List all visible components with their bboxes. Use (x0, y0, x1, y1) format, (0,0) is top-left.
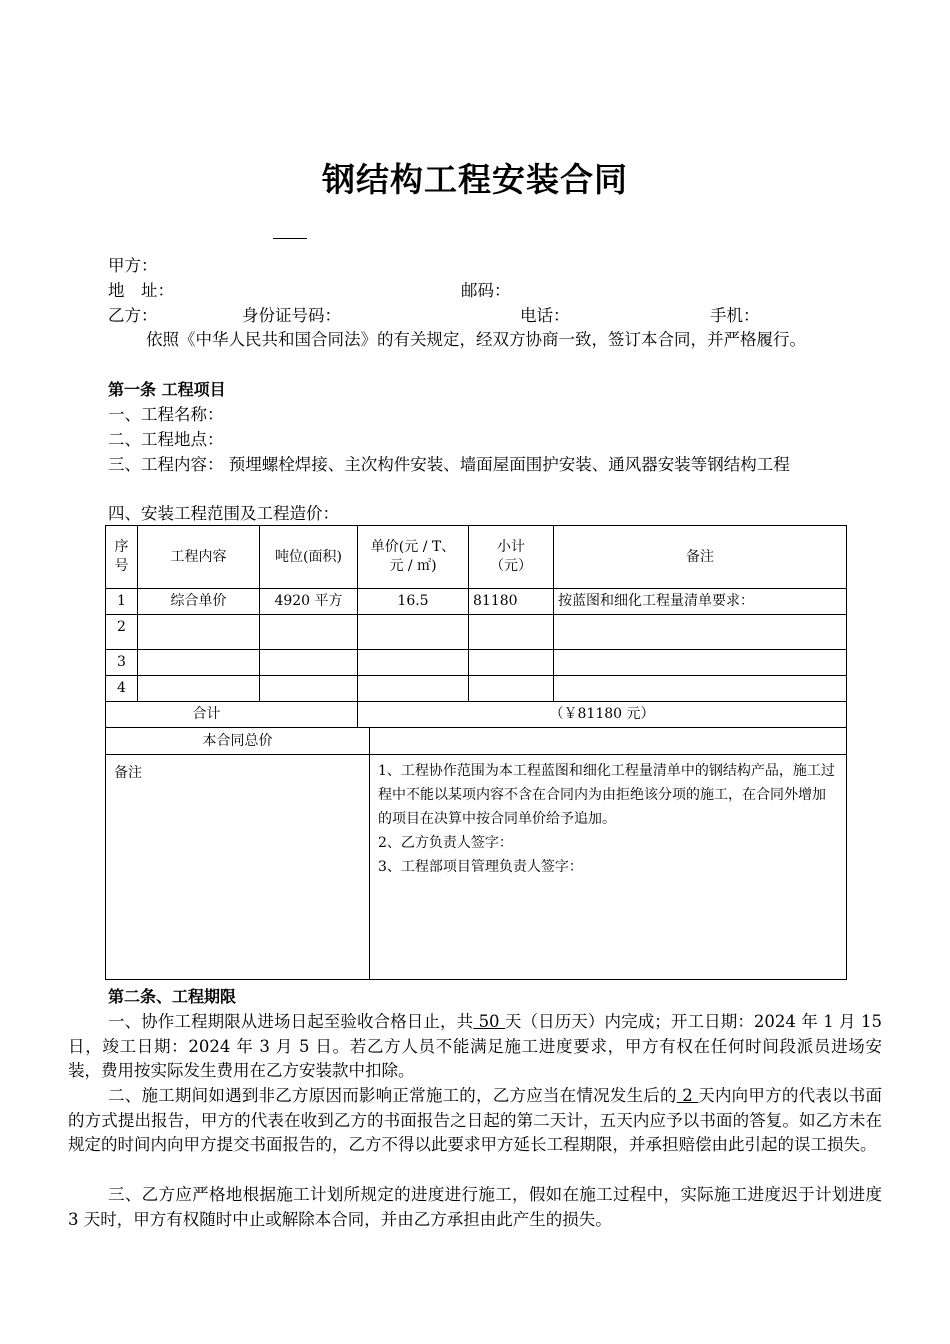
term-paragraph-3: 三、乙方应严格地根据施工计划所规定的进度进行施工，假如在施工过程中，实际施工进度迟于计划进度 3 天时，甲方有权随时中止或解除本合同，并由乙方承担由此产生的损失。 (68, 1185, 882, 1229)
page-title: 钢结构工程安装合同 (322, 160, 628, 199)
header-content: 工程内容 (138, 526, 260, 589)
term-paragraph-1 (68, 1010, 882, 1084)
term-p2-start: 二、施工期间如遇到非乙方原因而影响正常施工的，乙方应当在情况发生后的 (108, 1086, 677, 1105)
row-unit-price: 16.5 (358, 589, 469, 615)
construction-days: 50 (473, 1012, 505, 1031)
row-no: 4 (106, 676, 138, 702)
row-remark (554, 615, 847, 650)
total-label (106, 702, 358, 728)
table-row (106, 676, 847, 702)
party-a-label: 甲方： (108, 256, 158, 275)
header-subtotal-line1: 小计 (497, 539, 526, 555)
row-subtotal (469, 676, 554, 702)
note-item: 3、工程部项目管理负责人签字： (378, 859, 583, 875)
row-unit-price (358, 676, 469, 702)
notes-content (370, 755, 847, 980)
article2-heading: 第二条、工程期限 (108, 987, 237, 1006)
row-tonnage (260, 615, 358, 650)
row-tonnage (260, 650, 358, 676)
project-location-label: 二、工程地点： (108, 430, 224, 449)
row-tonnage (260, 676, 358, 702)
row-remark (554, 676, 847, 702)
row-content (138, 650, 260, 676)
notes-row (106, 755, 847, 980)
header-unit-price-line2: 元 / ㎡) (389, 558, 437, 574)
row-no: 1 (106, 589, 138, 615)
report-days: 2 (676, 1086, 699, 1105)
address-label: 地 址： (108, 281, 174, 300)
table-row (106, 589, 847, 615)
row-no: 2 (106, 615, 138, 650)
notes-label: 备注 (106, 755, 370, 980)
article1-heading: 第一条 工程项目 (108, 380, 226, 399)
contract-total-label: 本合同总价 (106, 728, 370, 755)
header-no: 序号 (106, 526, 138, 589)
term-p1-start: 一、协作工程期限从进场日起至验收合格日止，共 (108, 1012, 474, 1031)
row-content (138, 615, 260, 650)
row-content: 综合单价 (138, 589, 260, 615)
table-row (106, 615, 847, 650)
intro-paragraph: 依照《中华人民共和国合同法》的有关规定，经双方协商一致，签订本合同，并严格履行。 (146, 330, 806, 349)
cost-table (105, 525, 847, 980)
term-p2-end: 天内向甲方的代表以书面的方式提出报告，甲方的代表在收到乙方的书面报告之日起的第二天计，五天内应予以书面的答复。如乙方未在规定的时间内向甲方提交书面报告的，乙方不得以此要求甲方延长工程期限，并承担赔偿由此引起的误工损失。 (68, 1086, 883, 1154)
row-tonnage: 4920 平方 (260, 589, 358, 615)
header-remark: 备注 (554, 526, 847, 589)
note-item: 1、工程协作范围为本工程蓝图和细化工程量清单中的钢结构产品，施工过程中不能以某项内容不含在合同内为由拒绝该分项的施工，在合同外增加的项目在决算中按合同单价给予追加。 (378, 763, 835, 827)
contract-total-row (106, 728, 847, 755)
header-subtotal-line2: （元） (490, 558, 533, 574)
phone-label: 电话： (520, 306, 570, 325)
row-no: 3 (106, 650, 138, 676)
project-name-label: 一、工程名称： (108, 405, 224, 424)
note-item: 2、乙方负责人签字： (378, 835, 513, 851)
row-unit-price (358, 650, 469, 676)
row-unit-price (358, 615, 469, 650)
row-subtotal (469, 650, 554, 676)
id-number-label: 身份证号码： (242, 306, 341, 325)
project-content: 三、工程内容： 预埋螺栓焊接、主次构件安装、墙面屋面围护安装、通风器安装等钢结构工程 (108, 455, 790, 474)
header-tonnage: 吨位(面积) (260, 526, 358, 589)
contract-total-value (370, 728, 847, 755)
row-subtotal: 81180 (469, 589, 554, 615)
term-p1-end: 天（日历天）内完成；开工日期：2024 年 1 月 15 日，竣工日期：2024 年 3 月 5 日。若乙方人员不能满足施工进度要求，甲方有权在任何时间段派员进场安装，费用按实际发生费用在乙方安装款中扣除。 (68, 1012, 882, 1080)
row-remark (554, 650, 847, 676)
total-label-text: 合计 (192, 706, 221, 722)
total-value: （￥81180 元） (358, 702, 847, 728)
row-subtotal (469, 615, 554, 650)
total-row (106, 702, 847, 728)
header-subtotal (469, 526, 554, 589)
term-paragraph-2 (68, 1084, 882, 1158)
header-unit-price (358, 526, 469, 589)
table-row (106, 650, 847, 676)
row-remark: 按蓝图和细化工程量清单要求： (554, 589, 847, 615)
mobile-label: 手机： (710, 306, 760, 325)
party-b-label: 乙方： (108, 306, 158, 325)
row-content (138, 676, 260, 702)
postcode-label: 邮码： (461, 281, 511, 300)
title-divider (273, 238, 307, 239)
scope-and-cost-label: 四、安装工程范围及工程造价： (108, 504, 339, 523)
table-header-row (106, 526, 847, 589)
header-unit-price-line1: 单价(元 / T、 (370, 539, 456, 555)
